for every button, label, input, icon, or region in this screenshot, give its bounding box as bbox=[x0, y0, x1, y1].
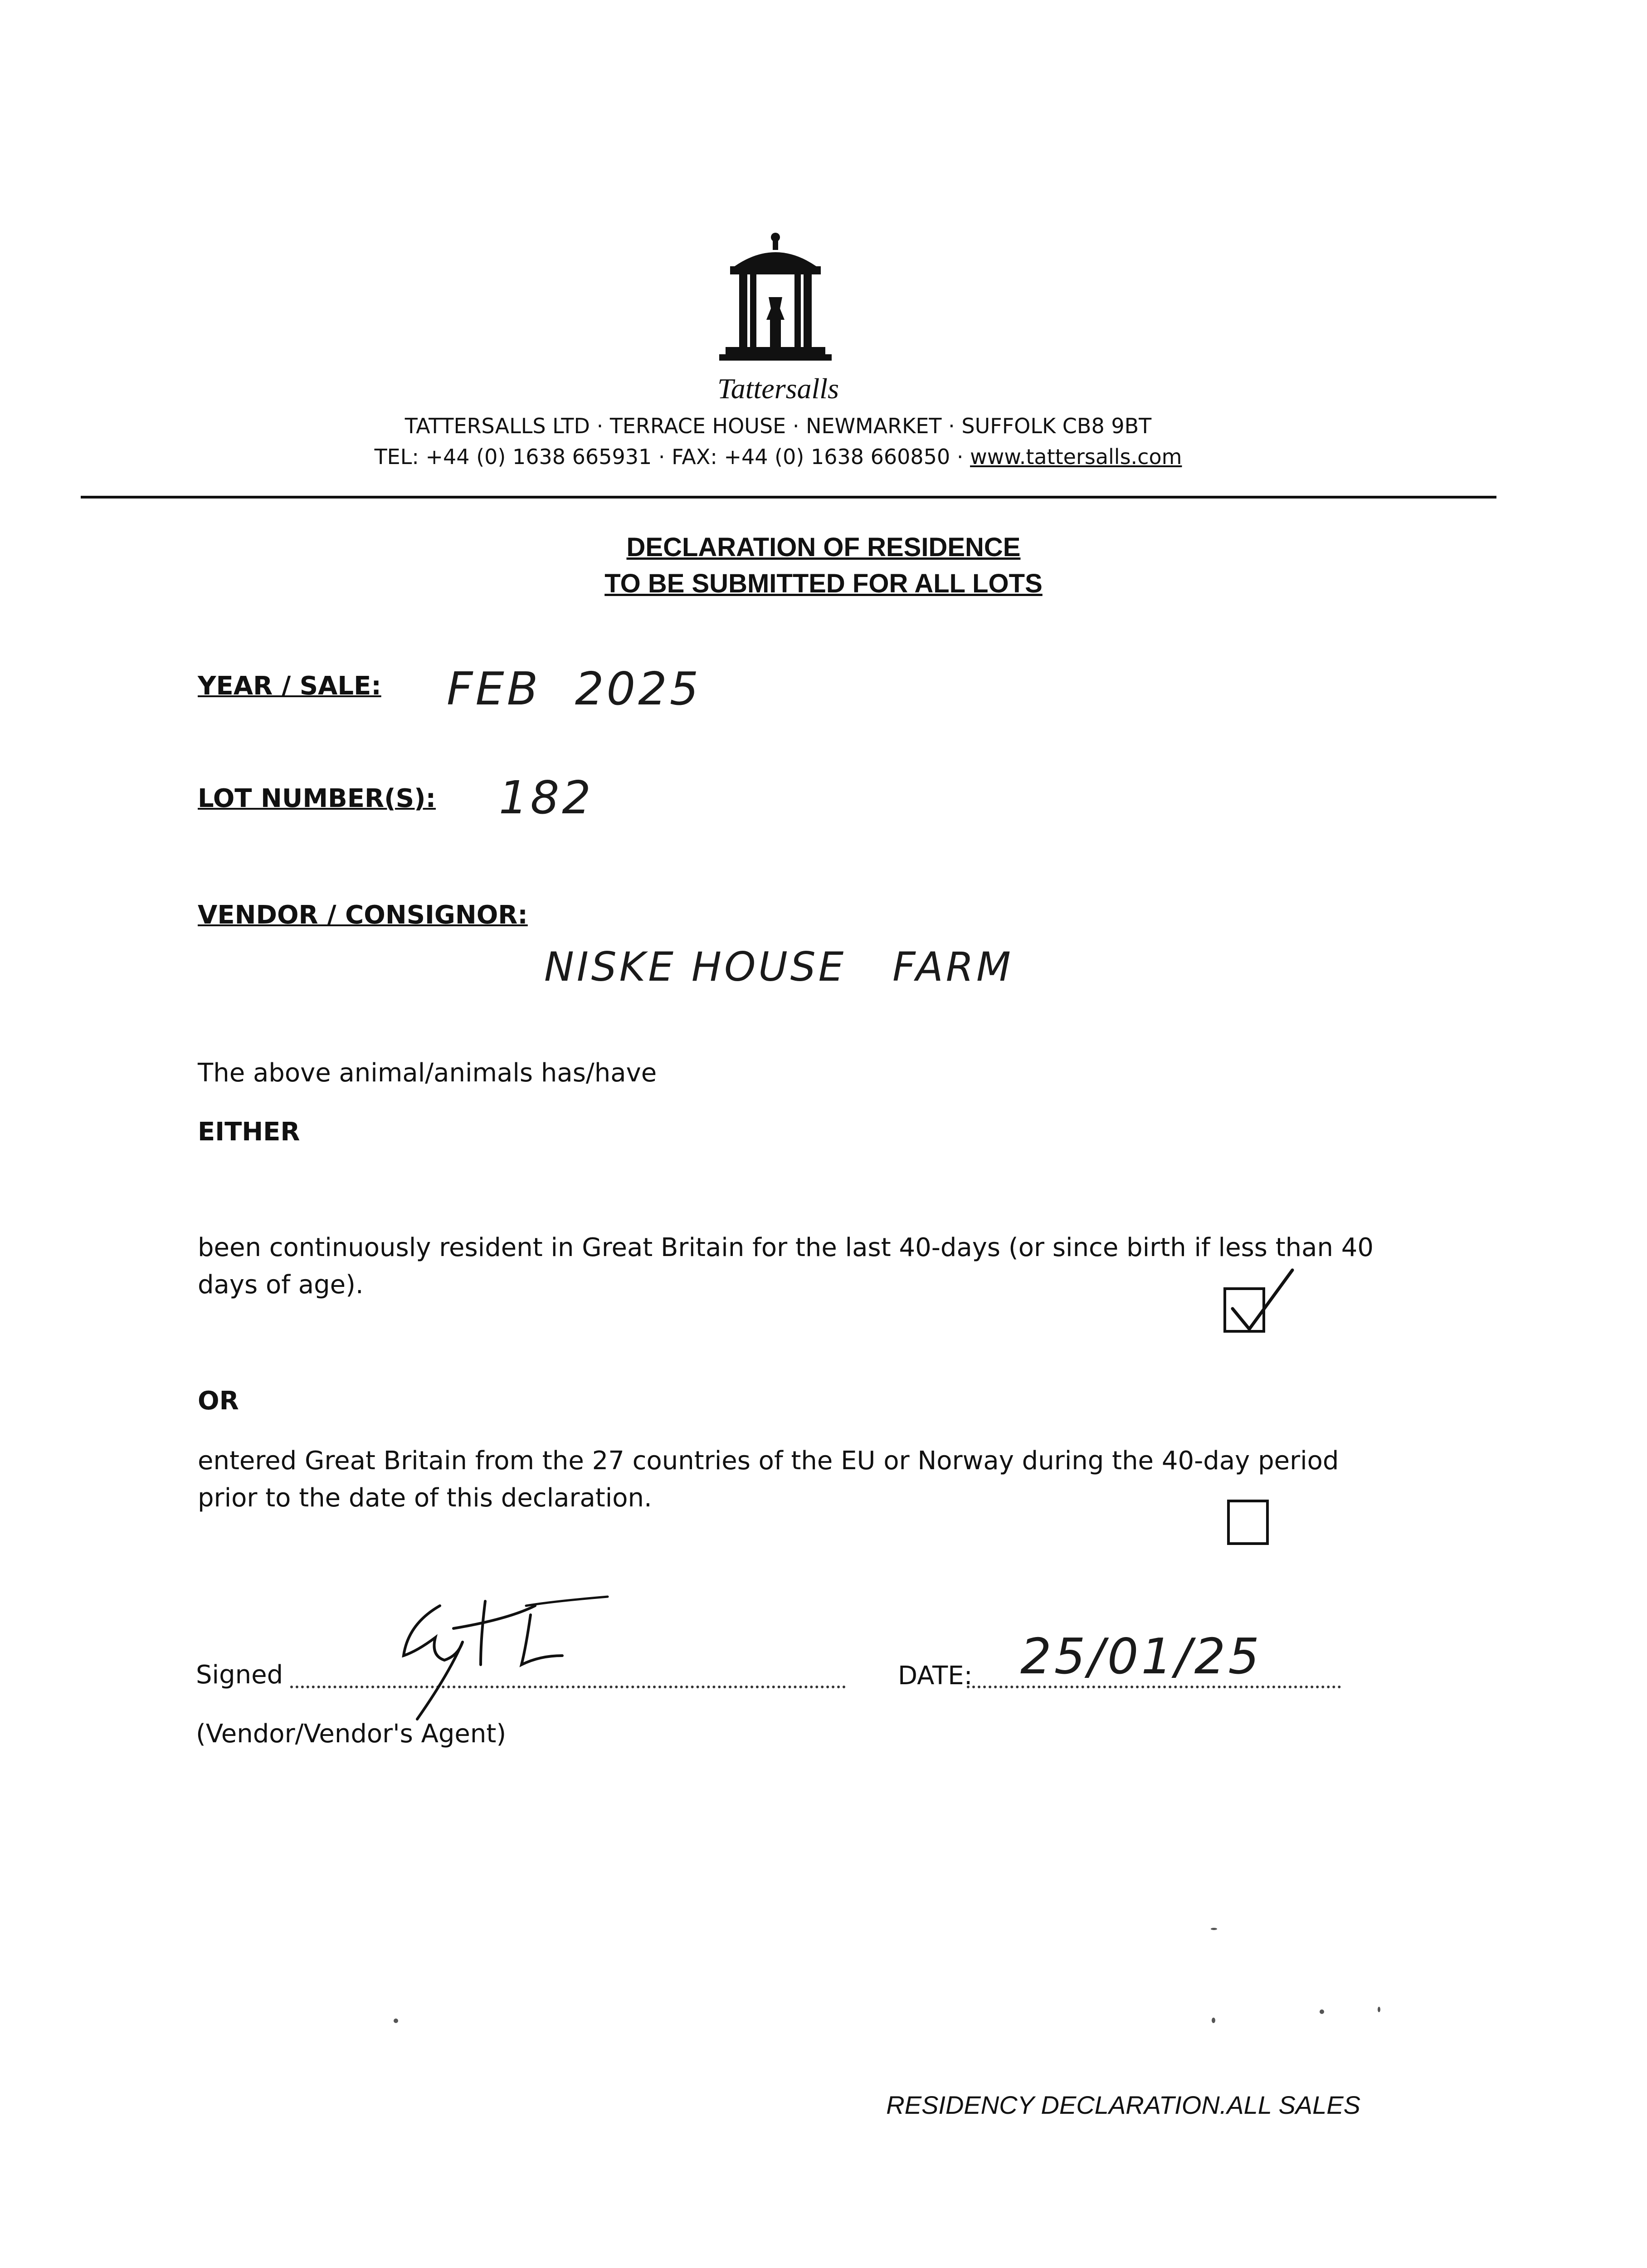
company-address: TATTERSALLS LTD · TERRACE HOUSE · NEWMARKET · SUFFOLK CB8 9BT bbox=[404, 414, 1152, 438]
scan-speck bbox=[1211, 1928, 1217, 1930]
company-contact bbox=[279, 445, 1277, 469]
vendor-label: VENDOR / CONSIGNOR: bbox=[198, 900, 528, 930]
scan-speck bbox=[1320, 2009, 1324, 2014]
footer-reference: RESIDENCY DECLARATION.ALL SALES bbox=[886, 2091, 1360, 2119]
document-title: DECLARATION OF RESIDENCE bbox=[626, 533, 1021, 562]
date-line bbox=[967, 1686, 1341, 1688]
option1-line2: days of age). bbox=[198, 1270, 364, 1300]
lot-number-label: LOT NUMBER(S): bbox=[198, 784, 436, 813]
year-sale-label: YEAR / SALE: bbox=[198, 671, 381, 701]
statement-intro: The above animal/animals has/have bbox=[198, 1058, 657, 1088]
handwritten-signature[interactable] bbox=[390, 1588, 626, 1724]
vendor-role-label: (Vendor/Vendor's Agent) bbox=[196, 1719, 507, 1749]
scan-speck bbox=[1212, 2018, 1215, 2023]
scan-speck bbox=[1378, 2007, 1380, 2012]
scan-speck bbox=[394, 2019, 398, 2023]
option1-line1: been continuously resident in Great Britain for the last 40-days (or since birth if less than 40 bbox=[198, 1233, 1374, 1262]
option2-line1: entered Great Britain from the 27 countries of the EU or Norway during the 40-day period bbox=[198, 1446, 1339, 1476]
document-subtitle: TO BE SUBMITTED FOR ALL LOTS bbox=[604, 569, 1043, 598]
brand-name: Tattersalls bbox=[717, 372, 839, 405]
year-sale-value[interactable]: FEB 2025 bbox=[447, 662, 702, 715]
contact-numbers: TEL: +44 (0) 1638 665931 · FAX: +44 (0) 1638 660850 · bbox=[374, 445, 970, 469]
date-label: DATE: bbox=[898, 1661, 973, 1691]
option2-checkbox[interactable] bbox=[1227, 1500, 1269, 1545]
website-link[interactable]: www.tattersalls.com bbox=[970, 445, 1182, 469]
vendor-value[interactable]: NISKE HOUSE FARM bbox=[544, 943, 1014, 990]
check-mark-icon bbox=[1224, 1266, 1297, 1338]
option2-line2: prior to the date of this declaration. bbox=[198, 1483, 652, 1513]
date-value[interactable]: 25/01/25 bbox=[1020, 1628, 1262, 1685]
either-label: EITHER bbox=[198, 1117, 300, 1147]
or-label: OR bbox=[198, 1386, 239, 1416]
lot-number-value[interactable]: 182 bbox=[499, 771, 594, 824]
header-divider bbox=[81, 496, 1496, 499]
tattersalls-logo bbox=[712, 229, 839, 374]
signed-label: Signed bbox=[196, 1660, 283, 1690]
